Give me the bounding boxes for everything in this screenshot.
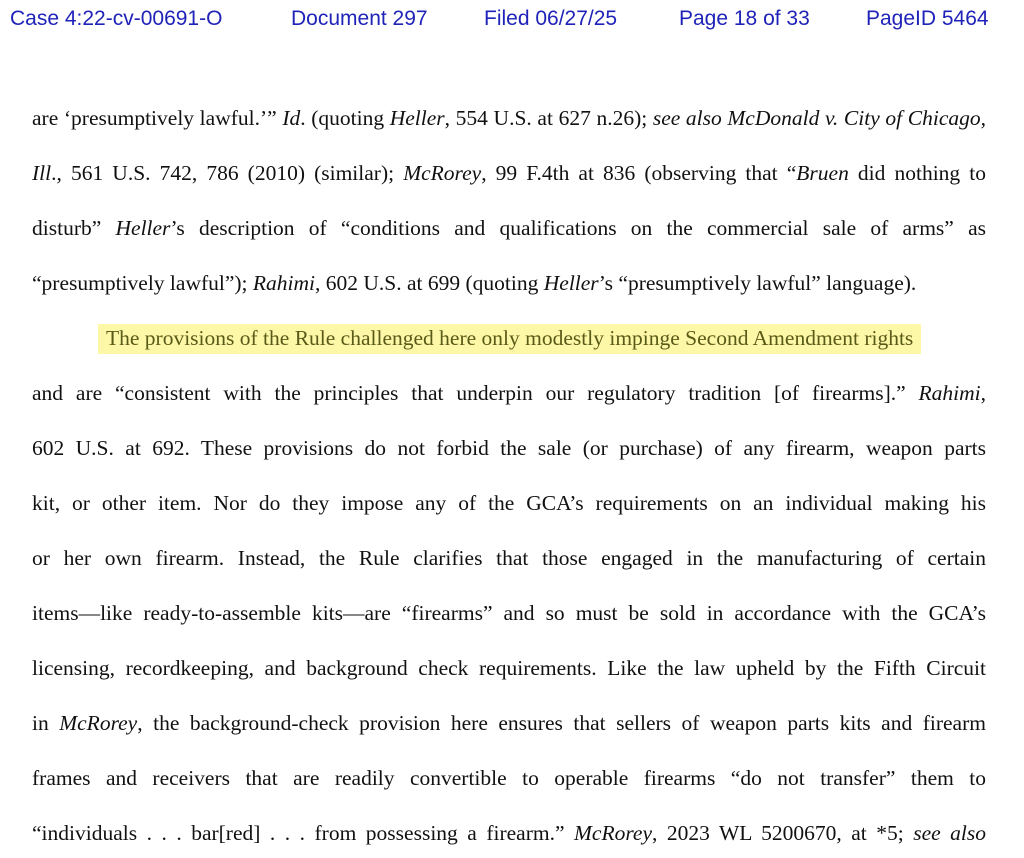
line-text: are ‘presumptively lawful.’” [32, 106, 283, 130]
line-text: . (quoting [300, 106, 390, 130]
line-text: 602 U.S. at 692. These provisions do not forbid the sale (or purchase) of any firearm, weapon parts [32, 436, 986, 460]
body-line [32, 600, 986, 626]
body-line [32, 270, 986, 296]
line-text: “individuals . . . bar[red] . . . from possessing a firearm.” [32, 821, 574, 845]
highlighted-text [98, 324, 921, 354]
line-text: ’s “presumptively lawful” language). [598, 271, 917, 295]
line-text: in [32, 711, 60, 735]
page-id: PageID 5464 [866, 7, 989, 30]
line-text: ., 561 U.S. 742, 786 (2010) (similar); [51, 161, 404, 185]
line-text: kit, or other item. Nor do they impose any of the GCA’s requirements on an individual making his [32, 491, 986, 515]
italic-text: Rahimi [252, 271, 316, 295]
body-line [32, 710, 986, 736]
italic-text: McRorey [403, 161, 482, 185]
line-text: disturb” [32, 216, 116, 240]
document-number: Document 297 [291, 7, 428, 30]
line-text: ’s description of “conditions and qualifications on the commercial sale of arms” as [170, 216, 986, 240]
body-line [32, 820, 986, 846]
italic-text: see also McDonald v. City of Chicago, [652, 106, 986, 130]
line-text: frames and receivers that are readily convertible to operable firearms “do not transfer” them to [32, 766, 986, 790]
body-line [32, 105, 986, 131]
line-text: items—like ready-to-assemble kits—are “firearms” and so must be sold in accordance with the GCA’s [32, 601, 986, 625]
highlighted-line [32, 325, 986, 351]
line-text: or her own firearm. Instead, the Rule clarifies that those engaged in the manufacturing of certain [32, 546, 986, 570]
italic-text: see also [913, 821, 986, 845]
body-line [32, 435, 986, 461]
line-text: , the background-check provision here ensures that sellers of weapon parts kits and firearm [137, 711, 986, 735]
case-number: Case 4:22-cv-00691-O [10, 7, 223, 30]
line-text: , 602 U.S. at 699 (quoting [315, 271, 544, 295]
body-line [32, 545, 986, 571]
italic-text: McRorey [574, 821, 652, 845]
italic-text: Heller [543, 271, 599, 295]
italic-text: Heller [115, 216, 171, 240]
italic-text: Id [282, 106, 301, 130]
line-text: and are “consistent with the principles that underpin our regulatory tradition [of firearms].” [32, 381, 919, 405]
page-number: Page 18 of 33 [679, 7, 810, 30]
line-text: licensing, recordkeeping, and background check requirements. Like the law upheld by the Fifth Circuit [32, 656, 986, 680]
italic-text: Heller [389, 106, 445, 130]
italic-text: Rahimi [918, 381, 981, 405]
line-text: “presumptively lawful”); [32, 271, 253, 295]
line-text: , 554 U.S. at 627 n.26); [444, 106, 653, 130]
case-header [0, 7, 1024, 33]
italic-text: McRorey [59, 711, 138, 735]
line-text: , [980, 381, 986, 405]
body-line [32, 215, 986, 241]
italic-text: Bruen [796, 161, 849, 185]
body-line [32, 765, 986, 791]
body-line [32, 160, 986, 186]
line-text: did nothing to [848, 161, 986, 185]
body-line [32, 490, 986, 516]
body-line [32, 380, 986, 406]
body-line [32, 655, 986, 681]
filed-date: Filed 06/27/25 [484, 7, 618, 30]
line-text: , 2023 WL 5200670, at *5; [652, 821, 914, 845]
italic-text: Ill [32, 161, 52, 185]
line-text: , 99 F.4th at 836 (observing that “ [481, 161, 797, 185]
line-text: The provisions of the Rule challenged here only modestly impinge Second Amendment rights [106, 326, 914, 350]
